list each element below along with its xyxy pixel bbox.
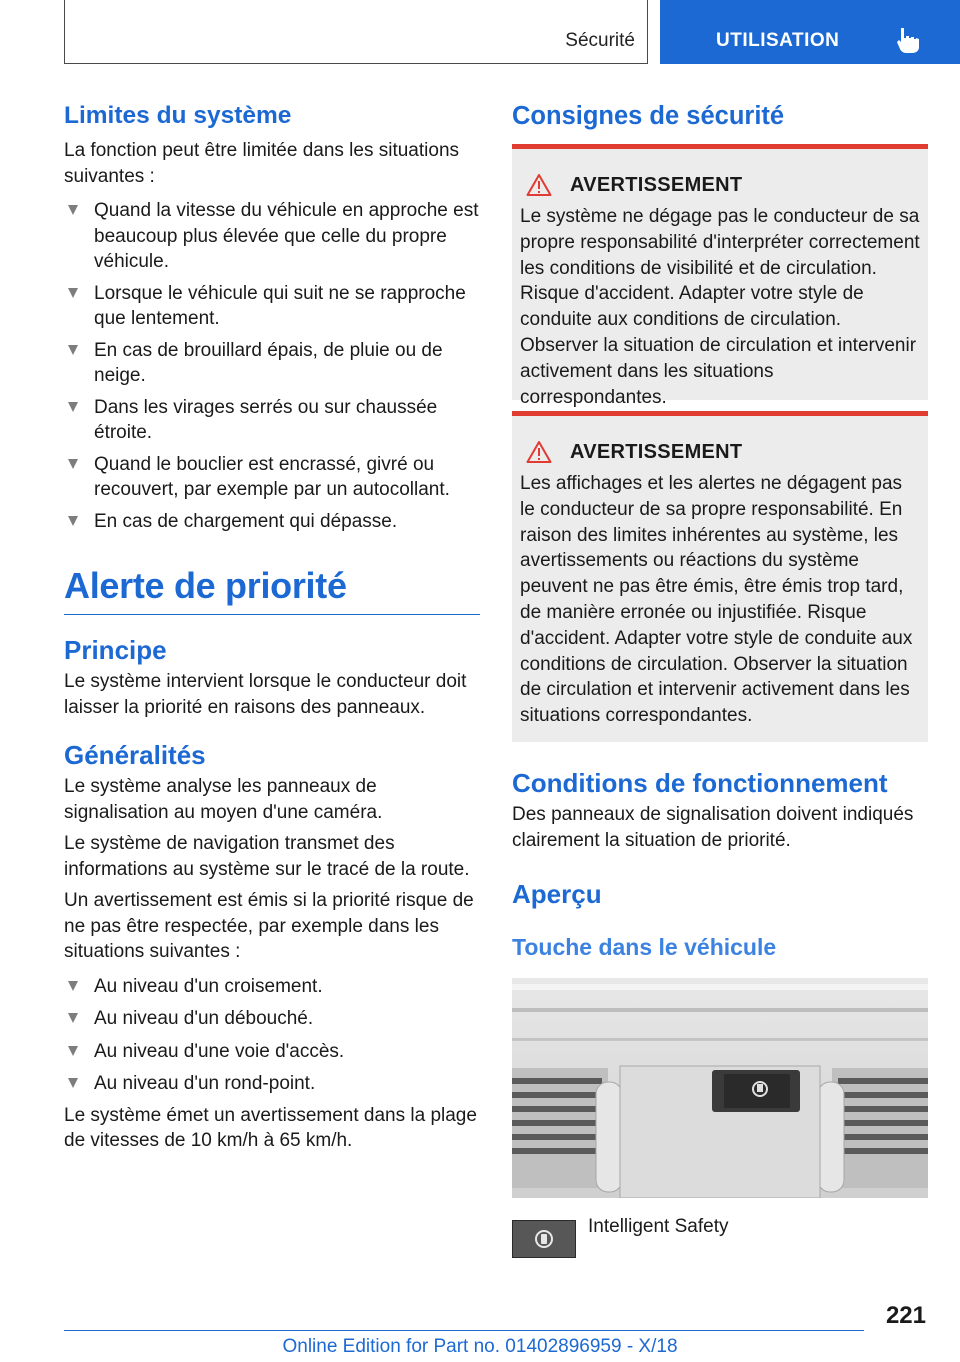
- limits-list: [64, 198, 480, 534]
- conditions-text: Des panneaux de signalisation doivent indiqués clairement la situation de priorité.: [512, 804, 914, 851]
- warning-title: AVERTISSEMENT: [570, 173, 743, 196]
- button-in-vehicle-title: Touche dans le véhicule: [512, 934, 777, 960]
- triangle-bullet-icon: [68, 345, 78, 355]
- list-item: En cas de brouillard épais, de pluie ou de neige.: [64, 338, 480, 389]
- triangle-bullet-icon: [68, 516, 78, 526]
- page-number: 221: [885, 1302, 926, 1329]
- triangle-bullet-icon: [68, 1046, 78, 1056]
- list-item: Au niveau d'un débouché.: [64, 1006, 480, 1032]
- warning-title: AVERTISSEMENT: [570, 440, 743, 463]
- limits-title: Limites du système: [64, 102, 292, 129]
- footer-divider: [64, 1330, 864, 1331]
- warning-box: [512, 144, 928, 408]
- vehicle-button-photo: [512, 978, 928, 1198]
- button-caption: Intelligent Safety: [588, 1216, 729, 1237]
- priority-situations-list: [64, 974, 480, 1097]
- triangle-bullet-icon: [68, 402, 78, 412]
- general-paragraph: Un avertissement est émis si la priorité risque de ne pas être respectée, par exemple dans les situations suivantes :: [64, 890, 474, 962]
- header-section-box: [64, 0, 648, 64]
- warning-triangle-icon: [526, 173, 552, 197]
- list-item: Quand la vitesse du véhicule en approche est beaucoup plus élevée que celle du propre véhicule.: [64, 198, 480, 275]
- warning-triangle-icon: [526, 440, 552, 464]
- right-column: [512, 100, 928, 963]
- speed-range-text: Le système émet un avertissement dans la plage de vitesses de 10 km/h à 65 km/h.: [64, 1104, 477, 1151]
- triangle-bullet-icon: [68, 1013, 78, 1023]
- list-item: Au niveau d'une voie d'accès.: [64, 1039, 480, 1065]
- conditions-title: Conditions de fonctionnement: [512, 768, 888, 798]
- general-paragraph: Le système analyse les panneaux de signalisation au moyen d'une caméra.: [64, 776, 383, 823]
- pointing-hand-icon: [894, 26, 922, 54]
- list-item: Au niveau d'un rond-point.: [64, 1071, 480, 1097]
- principle-text: Le système intervient lorsque le conducteur doit laisser la priorité en raisons des panneaux.: [64, 671, 467, 718]
- header-section-label: Sécurité: [565, 30, 635, 51]
- triangle-bullet-icon: [68, 288, 78, 298]
- triangle-bullet-icon: [68, 205, 78, 215]
- intelligent-safety-button-icon: [512, 1220, 576, 1258]
- list-item: Dans les virages serrés ou sur chaussée étroite.: [64, 395, 480, 446]
- footer-edition: Online Edition for Part no. 01402896959 - X/18: [282, 1336, 678, 1357]
- overview-title: Aperçu: [512, 879, 602, 909]
- list-item: Au niveau d'un croisement.: [64, 974, 480, 1000]
- list-item: Lorsque le véhicule qui suit ne se rapproche que lentement.: [64, 281, 480, 332]
- safety-title: Consignes de sécurité: [512, 102, 785, 130]
- list-item: Quand le bouclier est encrassé, givré ou recouvert, par exemple par un autocollant.: [64, 452, 480, 503]
- priority-alert-title: Alerte de priorité: [64, 564, 480, 615]
- triangle-bullet-icon: [68, 981, 78, 991]
- triangle-bullet-icon: [68, 1078, 78, 1088]
- header-chapter-tab[interactable]: [660, 0, 960, 64]
- general-paragraph: Le système de navigation transmet des informations au système sur le tracé de la route.: [64, 833, 470, 880]
- general-title: Généralités: [64, 740, 206, 770]
- warning-box: [512, 411, 928, 742]
- left-column: [64, 100, 480, 1154]
- triangle-bullet-icon: [68, 459, 78, 469]
- limits-intro: La fonction peut être limitée dans les situations suivantes :: [64, 140, 460, 187]
- list-item: En cas de chargement qui dépasse.: [64, 509, 480, 535]
- dashboard-illustration: [512, 978, 928, 1198]
- principle-title: Principe: [64, 635, 167, 665]
- warning-text: Les affichages et les alertes ne dégagent pas le conducteur de sa propre responsabilité. En raison des limites inhérentes au système, les avertissements ou réactions du système peuvent ne pas être émis, être émis trop tard, de manière erronée ou injustifiée. Risque d'accident. Adapter votre style de conduite aux conditions de circulation. Observer la situation de circulation et intervenir activement dans les situations correspondantes.: [520, 473, 913, 727]
- chapter-tab-label: UTILISATION: [716, 30, 840, 51]
- warning-text: Le système ne dégage pas le conducteur de sa propre responsabilité d'interpréter correctement les conditions de visibilité et de circulation. Risque d'accident. Adapter votre style de conduite aux conditions de circulation. Observer la situation de circulation et intervenir activement dans les situations correspondantes.: [520, 206, 920, 408]
